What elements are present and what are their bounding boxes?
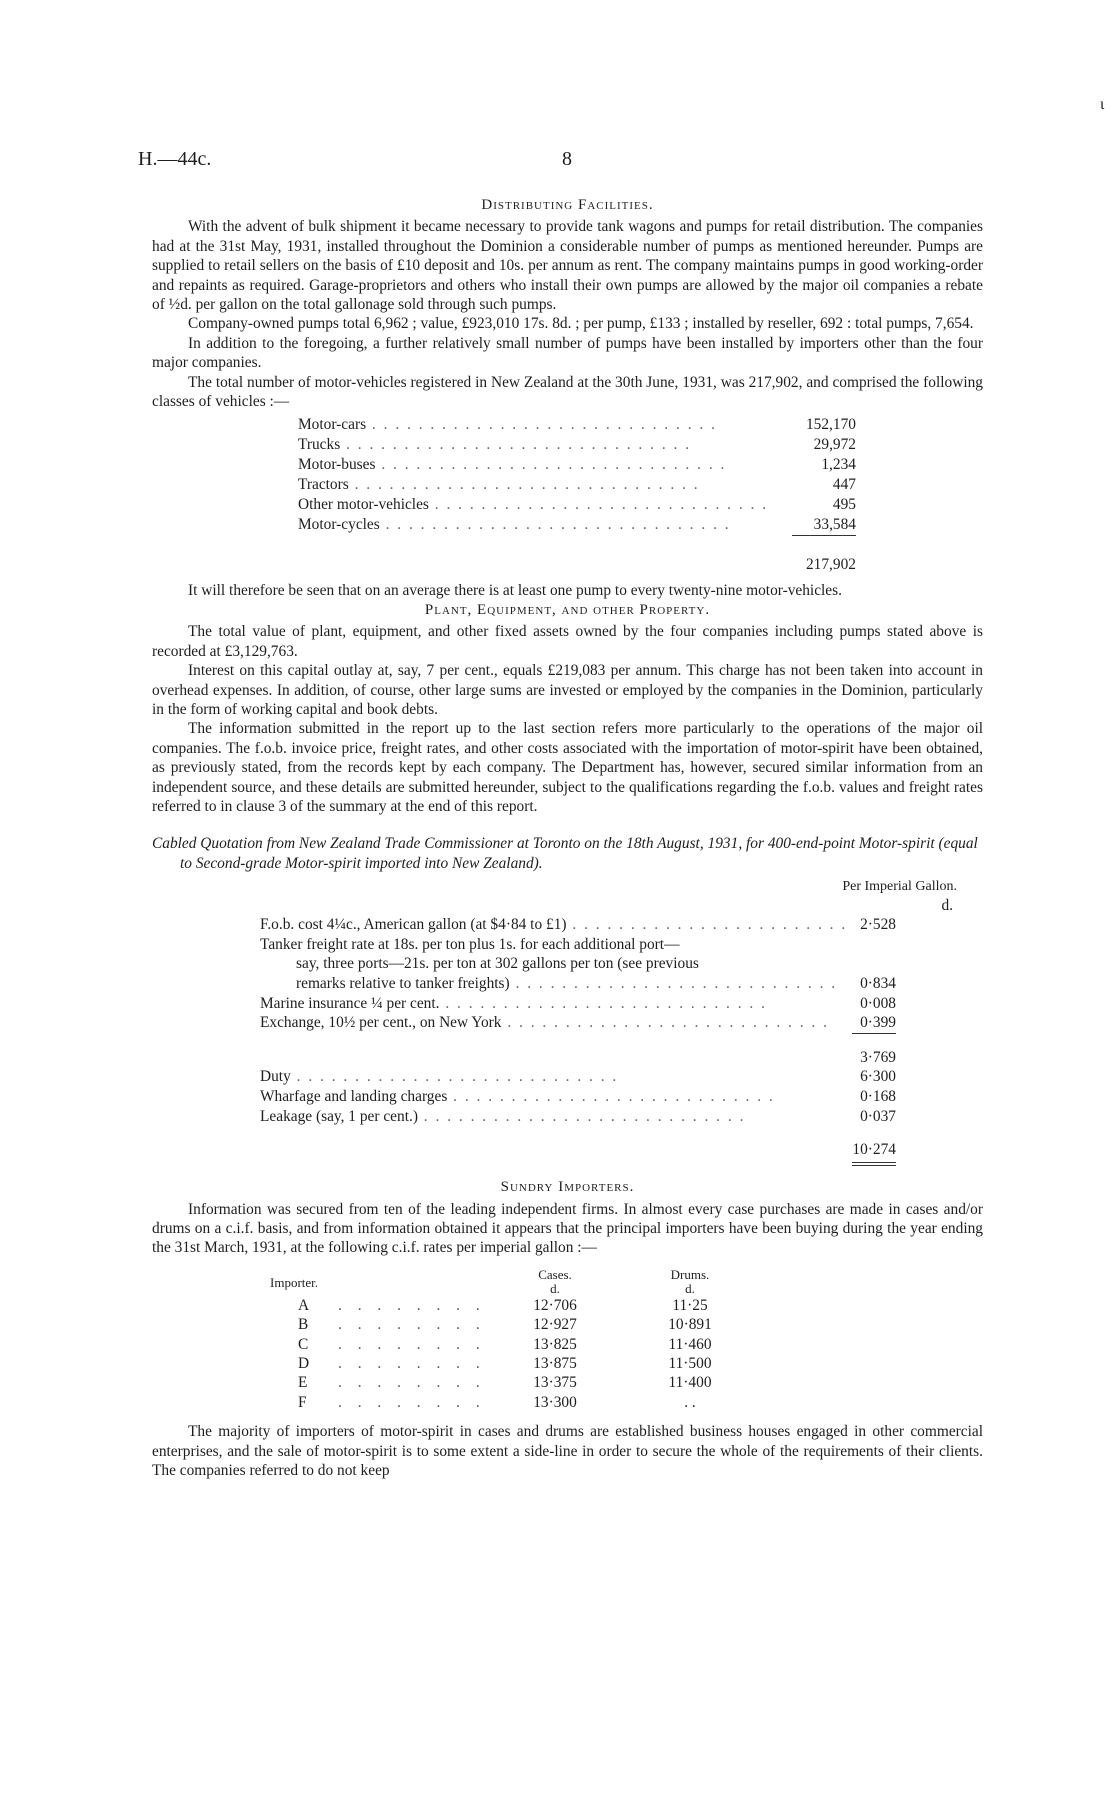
tanker-line-2: say, three ports—21s. per ton at 302 gallons per ton (see previous: [296, 955, 699, 973]
cost-label: F.o.b. cost 4¼c., American gallon (at $4·84 to £1) . .: [260, 915, 846, 935]
vehicle-count: 33,584: [766, 515, 856, 535]
table-row: [298, 515, 856, 535]
paragraph: It will therefore be seen that on an average there is at least one pump to every twenty-nine motor-vehicles.: [188, 582, 842, 600]
document-body: [152, 196, 983, 1480]
importer-name: A: [298, 1296, 310, 1314]
table-row: [298, 435, 856, 455]
heading-distributing-facilities: Distributing Facilities.: [481, 197, 654, 213]
table-row: E . . . . . . . . 13·375 11·400: [270, 1373, 770, 1392]
table-row: A . . . . . . . . 12·706 11·25: [270, 1296, 770, 1315]
table-row: [298, 475, 856, 495]
cost-label: Duty . .: [260, 1067, 846, 1087]
cases-rate: 12·927: [533, 1316, 577, 1334]
cost-value: 0·399: [846, 1013, 896, 1033]
quotation-title: Cabled Quotation from New Zealand Trade Commissioner at Toronto on the 18th August, 1931, for 400-end-point Motor-spirit (equal to Second-grade Motor-spirit imported into New Zealand).: [152, 835, 978, 872]
paragraph: The total value of plant, equipment, and other fixed assets owned by the four companies including pumps stated above is recorded at £3,129,763.: [152, 623, 983, 660]
paragraph: The total number of motor-vehicles registered in New Zealand at the 30th June, 1931, was 217,902, and comprised the following classes of vehicles :—: [152, 373, 983, 411]
double-rule: [852, 1162, 896, 1166]
drums-rate: 11·400: [668, 1374, 712, 1392]
cost-value: 0·834: [846, 974, 896, 994]
vehicle-classes-table: [298, 415, 856, 577]
cost-label: Marine insurance ¼ per cent. . .: [260, 994, 846, 1014]
drums-rate: 11·500: [668, 1354, 712, 1372]
table-row: [260, 915, 896, 935]
cost-value: 0·168: [846, 1087, 896, 1107]
drums-rate: 10·891: [668, 1316, 712, 1334]
tanker-line-1: Tanker freight rate at 18s. per ton plus 1s. for each additional port—: [260, 935, 680, 953]
table-row: [260, 1013, 896, 1033]
table-header: [270, 1268, 770, 1296]
importer-name: C: [298, 1335, 309, 1353]
drums-rate: 11·25: [672, 1296, 708, 1314]
corner-mark: ι: [1100, 96, 1105, 113]
table-row: [260, 994, 896, 1014]
cases-rate: 13·375: [533, 1374, 577, 1392]
table-row: B . . . . . . . . 12·927 10·891: [270, 1315, 770, 1334]
paragraph: The majority of importers of motor-spirit in cases and drums are established business houses engaged in other commercial enterprises, and the sale of motor-spirit is to some extent a side-line in order to secure the whole of the requirements of their clients. The companies referred to do not keep: [152, 1423, 983, 1479]
unit-pence: d.: [941, 897, 953, 915]
heading-plant-equipment: Plant, Equipment, and other Property.: [424, 601, 711, 618]
table-row: [260, 1067, 896, 1087]
cost-value: 0·008: [846, 994, 896, 1014]
document-reference: H.—44c.: [138, 148, 212, 170]
paragraph: Interest on this capital outlay at, say, 7 per cent., equals £219,083 per annum. This charge has not been taken into account in overhead expenses. In addition, of course, other large sums are invested or employed by the companies in the Dominion, particularly in the form of working capital and book debts.: [152, 662, 983, 718]
cost-value: 0·037: [846, 1107, 896, 1127]
vehicle-class-label: Trucks . .: [298, 435, 766, 455]
vehicle-count: 447: [766, 475, 856, 495]
vehicle-class-label: Motor-buses . .: [298, 455, 766, 475]
cases-rate: 13·875: [533, 1354, 577, 1372]
table-row: C . . . . . . . . 13·825 11·460: [270, 1335, 770, 1354]
importer-name: D: [298, 1354, 310, 1372]
vehicle-class-label: Motor-cars . .: [298, 415, 766, 435]
table-row: F . . . . . . . . 13·300 . .: [270, 1393, 770, 1412]
cost-value: 6·300: [846, 1067, 896, 1087]
table-row: [260, 1087, 896, 1107]
table-row: D . . . . . . . . 13·875 11·500: [270, 1354, 770, 1373]
page-header: [138, 148, 992, 178]
cost-label: Wharfage and landing charges . .: [260, 1087, 846, 1107]
table-row: [260, 935, 896, 974]
paragraph: With the advent of bulk shipment it became necessary to provide tank wagons and pumps for retail distribution. The companies had at the 31st May, 1931, installed throughout the Dominion a considerable number of pumps as mentioned hereunder. Pumps are supplied to retail sellers on the basis of £10 deposit and 10s. per annum as rent. The company maintains pumps in good working-order and repaints as required. Garage-proprietors and others who install their own pumps are allowed by the major oil companies a rebate of ½d. per gallon on the total gallonage sold through such pumps.: [152, 218, 983, 314]
heading-sundry-importers: Sundry Importers.: [500, 1179, 635, 1196]
paragraph: The information submitted in the report up to the last section refers more particularly to the operations of the major oil companies. The f.o.b. invoice price, freight rates, and other costs associated with the importation of motor-spirit have been obtained, as previously stated, from the records kept by each company. The Department has, however, secured similar information from an independent source, and these details are submitted hereunder, subject to the qualifications regarding the f.o.b. values and freight rates referred to in clause 3 of the summary at the end of this report.: [152, 720, 983, 815]
paragraph: Company-owned pumps total 6,962 ; value, £923,010 17s. 8d. ; per pump, £133 ; installed by reseller, 692 : total pumps, 7,654.: [188, 315, 974, 333]
cost-label: [260, 935, 896, 974]
importer-name: B: [298, 1316, 309, 1334]
drums-rate: . .: [684, 1393, 696, 1411]
column-header-drums: Drums. d.: [670, 1266, 710, 1296]
vehicle-count: 29,972: [766, 435, 856, 455]
table-row: [260, 1107, 896, 1127]
table-row: [298, 455, 856, 475]
cases-rate: 13·825: [533, 1335, 577, 1353]
quotation-table: [260, 915, 896, 1166]
cost-label: Exchange, 10½ per cent., on New York . .: [260, 1013, 846, 1033]
total-value: 10·274: [852, 1141, 896, 1159]
column-header-per-imperial-gallon: Per Imperial Gallon.: [842, 879, 957, 895]
column-header-cases: Cases. d.: [538, 1266, 572, 1296]
drums-rate: 11·460: [668, 1335, 712, 1353]
tanker-line-3: remarks relative to tanker freights) . .: [260, 974, 846, 994]
importer-name: F: [298, 1393, 307, 1411]
sum-rule: [792, 535, 856, 539]
cost-label: Leakage (say, 1 per cent.) . .: [260, 1107, 846, 1127]
importer-name: E: [298, 1374, 308, 1392]
table-row: [298, 415, 856, 435]
vehicle-class-label: Other motor-vehicles . .: [298, 495, 766, 515]
vehicle-count: 1,234: [766, 455, 856, 475]
table-row: [260, 974, 896, 994]
cost-value: 2·528: [846, 915, 896, 935]
vehicle-class-label: Motor-cycles . .: [298, 515, 766, 535]
page-number: 8: [562, 148, 572, 170]
subtotal-value: 3·769: [860, 1048, 896, 1066]
sum-rule: [852, 1033, 896, 1048]
vehicle-count: 152,170: [766, 415, 856, 435]
column-header-importer: Importer.: [270, 1274, 319, 1290]
importer-rates-table: [270, 1268, 770, 1412]
cases-rate: 12·706: [533, 1296, 577, 1314]
vehicle-count: 495: [766, 495, 856, 515]
cases-rate: 13·300: [533, 1393, 577, 1411]
table-row: [298, 495, 856, 515]
paragraph: Information was secured from ten of the leading independent firms. In almost every case purchases are made in cases and/or drums on a c.i.f. basis, and from information obtained it appears that the principal importers have been buying during the year ending the 31st March, 1931, at the following c.i.f. rates per imperial gallon :—: [152, 1200, 983, 1257]
vehicle-class-label: Tractors . .: [298, 475, 766, 495]
vehicles-total: 217,902: [805, 556, 856, 574]
paragraph: In addition to the foregoing, a further relatively small number of pumps have been installed by importers other than the four major companies.: [152, 334, 983, 372]
